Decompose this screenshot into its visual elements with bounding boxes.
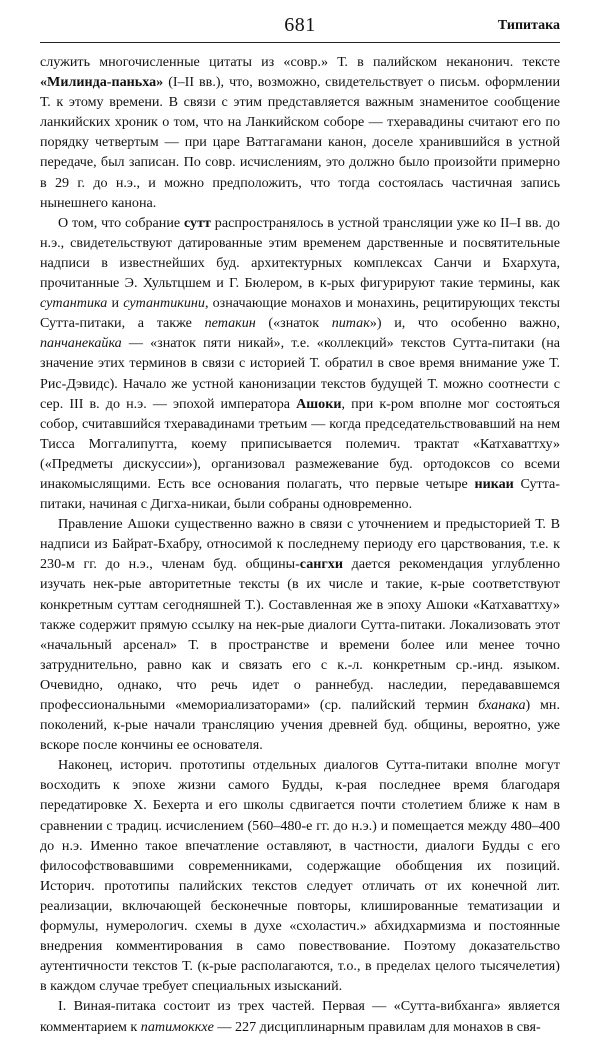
text-run: I. Виная-питака состоит из трех частей. Первая — «Сутта-вибханга» является комментарием к — [40, 998, 560, 1035]
italic-term: питак — [331, 315, 370, 332]
bold-term: Ашоки — [296, 395, 342, 412]
text-run: ) мн. поколений, к-рые начали трансляцию учения древней буд. общины, вероятно, уже вскоре после кончины ее основателя. — [40, 697, 560, 754]
header-rule — [40, 42, 560, 43]
paragraph — [40, 213, 560, 514]
page-header — [0, 14, 600, 40]
text-run: Наконец, историч. прототипы отдельных диалогов Сутта-питаки вполне могут восходить к эпохе жизни самого Будды, к-рая последнее время благодаря передатировке Х. Бехерта и его школы сдвигается почти столетием ближе к нам в сравнении с традиц. исчислением (560–480-е гг. до н.э.) и помещается между 480–400 до н.э. Именно такое впечатление оставляют, в частности, диалоги Будды с его философствовавшими современниками, содержащие обобщения их позиций. Историч. прототипы палийских текстов следует отличать от их конечной лит. реализации, включающей бесконечные повторы, клишированные тематизации и формулы, нумерологич. схемы в духе «схоластич.» абхидхармизма и постоянные внедрения комментирования в само повествование. Поэтому доказательство аутентичности текстов Т. (к-рые располагаются, т.о., в пределах целого тысячелетия) в каждом случае требует специальных изысканий. — [40, 757, 560, 995]
paragraph — [40, 52, 560, 213]
text-run: ») и, что особенно важно, — [369, 315, 561, 332]
italic-term: петакин — [204, 315, 256, 332]
page-number: 681 — [284, 14, 316, 36]
text-run: — «знаток пяти никай», т.е. «коллекций» текстов Сутта-питаки (на значение этих терминов в связи с историей Т. обратил в свое время внимание уже Т. Рис-Дэвидс). Начало же устной канонизации текстов будущей Т. можно соотнести с сер. III в. до н.э. — эпохой императора — [40, 335, 560, 412]
text-run: Сутта-питаки, начиная с Дигха-никаи, были собраны одновременно. — [40, 475, 561, 513]
italic-term: сутантикини — [123, 295, 205, 312]
italic-term: бханака — [478, 697, 526, 713]
italic-term: сутантика — [40, 295, 108, 312]
italic-term: панчанекайка — [40, 335, 122, 352]
paragraph — [40, 996, 560, 1036]
text-run: — 227 дисциплинарным правилам для монахов в свя- — [213, 1018, 541, 1035]
text-run: , при к-ром вполне мог состояться собор, считавшийся тхеравадинами третьим — когда председательствовавший на нем Тисса Моггалипутта, коему приписывается полемич. трактат «Катхаваттху» («Предметы дискуссии»), организовал размежевание буд. ортодоксов со всеми инакомыслящими. Есть все основания полагать, что первые четыре — [40, 395, 560, 492]
italic-term: патимоккхе — [140, 1018, 214, 1035]
paragraph — [40, 755, 560, 996]
text-run: О том, что собрание — [58, 214, 184, 231]
bold-term: сутт — [183, 214, 211, 231]
text-run: служить многочисленные цитаты из «совр.» Т. в палийском неканонич. тексте — [40, 54, 560, 70]
running-title: Типитака — [497, 18, 560, 33]
text-run: дается рекомендация углубленно изучать нек-рые авторитетные тексты (в их числе и такие, к-рые соответствуют конкретным суттам сегодняшней Т.). Составленная же в эпоху Ашоки «Катхаваттху» также содержит прямую ссылку на нек-рые диалоги Сутта-питаки. Локализовать этот «начальный арсенал» Т. в пространстве и времени более или менее точно затруднительно, равно как и связать его с к.-л. конкретным ср.-инд. языком. Очевидно, однако, что речь идет о раннебуд. наследии, передававшемся профессиональными «мемориализаторами» (ср. палийский термин — [40, 556, 560, 713]
bold-term: «Милинда-паньха» — [40, 74, 164, 91]
text-run: (I–II вв.), что, возможно, свидетельствует о письм. оформлении Т. к этому времени. В связи с этим представляется важным знаменитое сообщение ланкийских хроник о том, что на Ланкийском соборе — тхеравадины считают его по порядку четвертым — при царе Ваттагамани канон, доселе хранившийся в устной передаче, был записан. По совр. исчислениям, это должно было произойти примерно в 29 г. до н.э., и можно предположить, что тогда состоялась частичная запись нынешнего канона. — [40, 74, 560, 211]
text-run: и — [107, 295, 124, 312]
text-run: , означающие монахов и монахинь, рецитирующих тексты Сутта-питаки, а также — [40, 295, 560, 332]
text-run: («знаток — [255, 315, 332, 332]
text-run: Правление Ашоки существенно важно в связи с уточнением и предысторией Т. В надписи из Байрат-Бхабру, относимой к последнему периоду его царствования, т.е. к 230-м гг. до н.э., членам буд. общины- — [40, 516, 560, 573]
bold-term: никаи — [474, 475, 514, 492]
paragraph — [40, 514, 560, 755]
article-body — [40, 52, 560, 1037]
text-run: распространялось в устной трансляции уже ко II–I вв. до н.э., свидетельствуют датированные этим временем дарственные и посвятительные надписи в известнейших буд. архитектурных комплексах Санчи и Бхархута, прочитанные Э. Хультцшем и Г. Бюлером, в к-рых фигурируют такие термины, как — [40, 214, 560, 292]
bold-term: сангхи — [299, 556, 343, 573]
